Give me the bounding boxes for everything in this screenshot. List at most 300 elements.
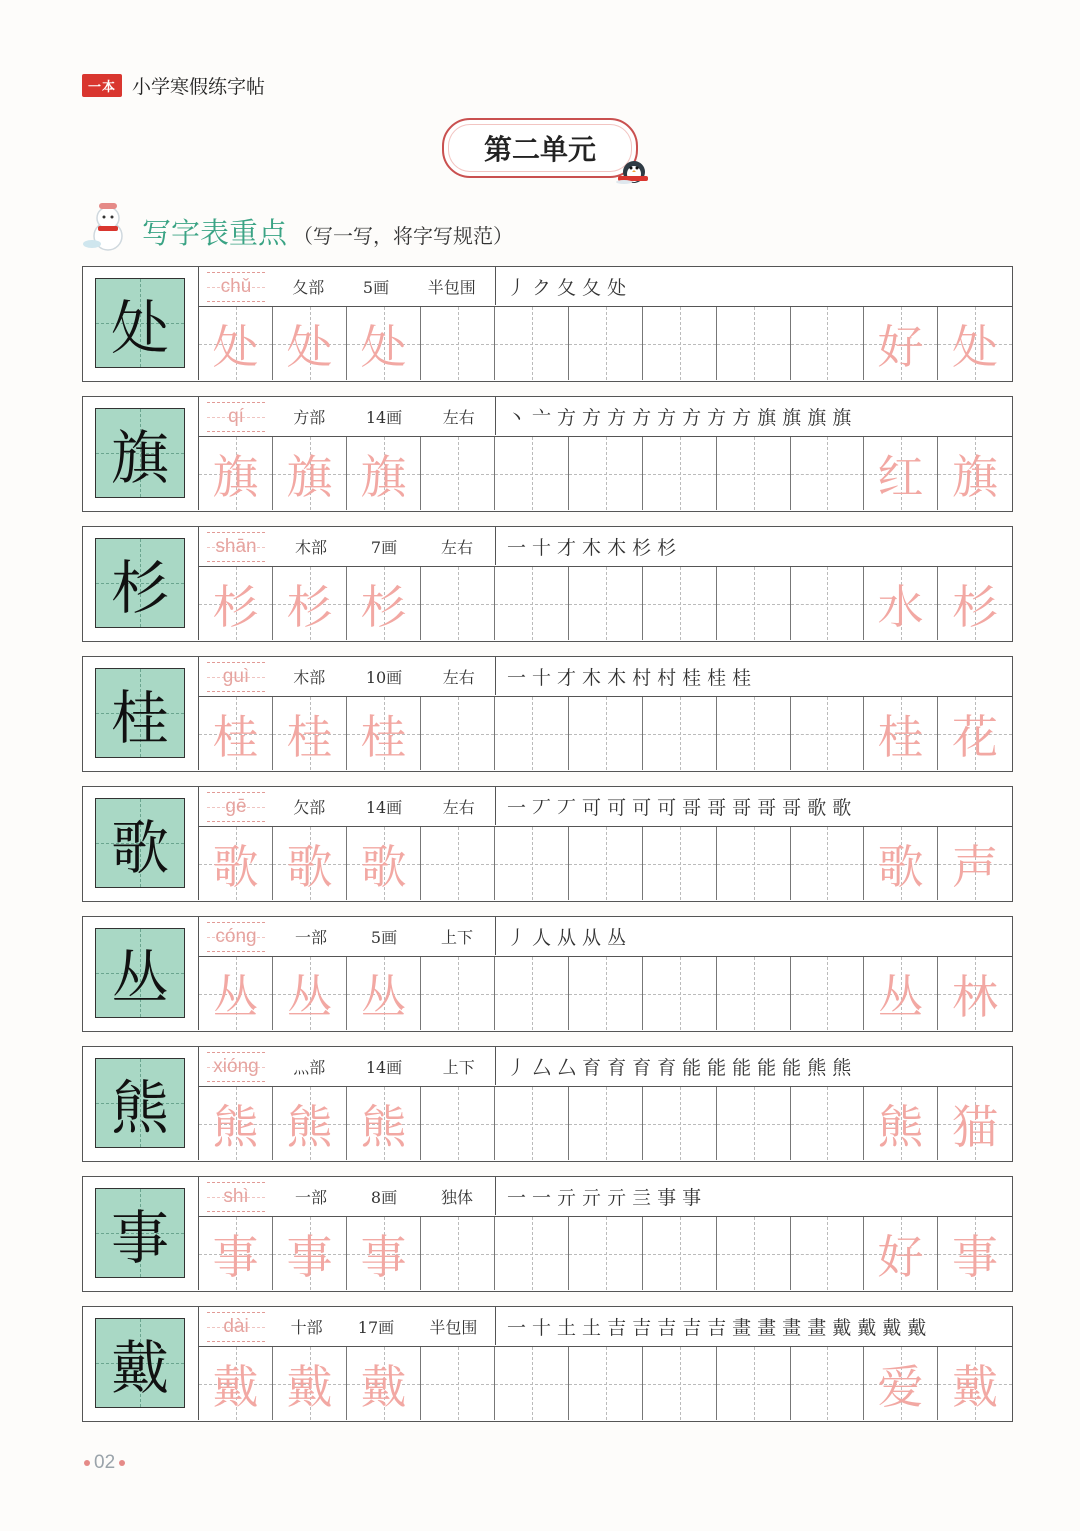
writing-cell[interactable]: [643, 567, 717, 640]
stroke-step: 能: [757, 1056, 777, 1079]
stroke-step: 哥: [782, 796, 802, 819]
stroke-step: 能: [782, 1056, 802, 1079]
writing-cell[interactable]: [864, 437, 938, 510]
stroke-step: 一: [507, 1186, 527, 1209]
writing-cell[interactable]: [199, 697, 273, 770]
penguin-icon: [612, 150, 654, 184]
word-character: 林: [952, 969, 998, 1024]
model-character-box: [95, 538, 185, 628]
writing-cell[interactable]: [864, 827, 938, 900]
writing-cell[interactable]: [864, 957, 938, 1030]
structure: 上下: [441, 927, 474, 947]
model-cell: [83, 657, 199, 770]
trace-character: 丛: [286, 969, 333, 1024]
stroke-order: [507, 787, 1006, 825]
word-character: 杉: [952, 579, 998, 634]
writing-cell[interactable]: [569, 697, 643, 770]
writing-cell[interactable]: [273, 567, 347, 640]
pinyin-box: [207, 532, 265, 562]
trace-character: 歌: [286, 839, 333, 894]
writing-cell[interactable]: [643, 1087, 717, 1160]
writing-cell[interactable]: [273, 437, 347, 510]
character-meta: [273, 787, 495, 825]
stroke-step: 丛: [607, 926, 627, 949]
writing-cell[interactable]: [717, 567, 791, 640]
writing-cell[interactable]: [273, 307, 347, 380]
stroke-step: 能: [682, 1056, 702, 1079]
trace-character: 熊: [286, 1099, 333, 1154]
stroke-step: 歌: [832, 796, 852, 819]
model-character-box: [95, 1318, 185, 1408]
writing-cell[interactable]: [643, 437, 717, 510]
trace-character: 杉: [286, 579, 333, 634]
trace-character: 事: [286, 1229, 333, 1284]
stroke-step: 一: [507, 796, 527, 819]
model-character-box: [95, 928, 185, 1018]
dot-icon: [119, 1460, 125, 1466]
writing-cell[interactable]: [717, 1217, 791, 1290]
writing-cell[interactable]: [717, 697, 791, 770]
writing-cell[interactable]: [864, 1347, 938, 1420]
pinyin-box: [207, 272, 265, 302]
writing-cell[interactable]: [717, 827, 791, 900]
writing-cell[interactable]: [273, 957, 347, 1030]
writing-cell[interactable]: [864, 1087, 938, 1160]
stroke-step: 亓: [607, 1186, 627, 1209]
stroke-step: 哥: [682, 796, 702, 819]
writing-cell[interactable]: [864, 307, 938, 380]
structure: 左右: [442, 407, 475, 427]
stroke-step: 从: [582, 926, 602, 949]
writing-cell[interactable]: [199, 957, 273, 1030]
stroke-step: 一: [507, 1316, 527, 1339]
stroke-step: 吉: [682, 1316, 702, 1339]
practice-entry: [82, 916, 1013, 1032]
radical: 夂部: [292, 277, 325, 297]
stroke-step: 旗: [782, 406, 802, 429]
model-character-box: [95, 668, 185, 758]
writing-cell[interactable]: [717, 307, 791, 380]
info-row: [199, 527, 1012, 567]
structure: 左右: [442, 797, 475, 817]
stroke-step: 夂: [582, 276, 602, 299]
word-character: 猫: [952, 1099, 998, 1154]
pinyin-box: [207, 922, 265, 952]
writing-grid: [199, 697, 1012, 770]
word-character: 歌: [877, 839, 924, 894]
stroke-step: 杉: [632, 536, 652, 559]
stroke-step: 可: [632, 796, 652, 819]
stroke-step: 木: [582, 536, 602, 559]
writing-cell[interactable]: [495, 567, 569, 640]
info-row: [199, 657, 1012, 697]
pinyin-box: [207, 792, 265, 822]
writing-cell[interactable]: [495, 697, 569, 770]
model-cell: [83, 527, 199, 640]
info-row: [199, 1177, 1012, 1217]
writing-cell[interactable]: [938, 437, 1012, 510]
writing-cell[interactable]: [199, 437, 273, 510]
writing-cell[interactable]: [938, 567, 1012, 640]
stroke-step: 旗: [807, 406, 827, 429]
writing-cell[interactable]: [421, 1217, 495, 1290]
stroke-step: 哥: [732, 796, 752, 819]
writing-cell[interactable]: [495, 1347, 569, 1420]
writing-cell[interactable]: [569, 1217, 643, 1290]
stroke-step: 厶: [532, 1056, 552, 1079]
pinyin: cóng: [215, 926, 257, 947]
writing-cell[interactable]: [347, 1087, 421, 1160]
model-character-box: [95, 278, 185, 368]
stroke-step: 熊: [832, 1056, 852, 1079]
character-meta: [273, 527, 495, 565]
stroke-step: 能: [732, 1056, 752, 1079]
writing-cell[interactable]: [791, 307, 864, 380]
model-character-box: [95, 408, 185, 498]
stroke-order: [507, 267, 1006, 305]
page-header: [82, 72, 265, 99]
section-title: 写字表重点: [142, 216, 288, 250]
pinyin: qí: [228, 406, 244, 427]
character-meta: [273, 657, 495, 695]
stroke-count: 14画: [365, 407, 403, 427]
info-divider: [495, 267, 496, 305]
stroke-order: [507, 1177, 1006, 1215]
radical: 一部: [294, 927, 327, 947]
writing-cell[interactable]: [791, 957, 864, 1030]
stroke-step: 吉: [607, 1316, 627, 1339]
snowman-icon: [82, 200, 136, 252]
writing-cell[interactable]: [347, 957, 421, 1030]
writing-cell[interactable]: [495, 957, 569, 1030]
writing-cell[interactable]: [569, 827, 643, 900]
pinyin: shì: [223, 1186, 249, 1207]
model-cell: [83, 1307, 199, 1420]
stroke-step: 可: [582, 796, 602, 819]
writing-cell[interactable]: [273, 1087, 347, 1160]
pinyin: dài: [223, 1316, 249, 1337]
writing-cell[interactable]: [717, 1347, 791, 1420]
writing-cell[interactable]: [421, 1087, 495, 1160]
writing-cell[interactable]: [791, 1217, 864, 1290]
stroke-step: 亠: [532, 406, 552, 429]
writing-cell[interactable]: [495, 1087, 569, 1160]
stroke-step: 丿: [507, 926, 527, 949]
word-character: 好: [877, 319, 924, 374]
stroke-step: 丿: [507, 276, 527, 299]
trace-character: 熊: [212, 1099, 259, 1154]
stroke-step: 木: [607, 536, 627, 559]
info-divider: [495, 1047, 496, 1085]
writing-cell[interactable]: [421, 567, 495, 640]
writing-cell[interactable]: [791, 1347, 864, 1420]
stroke-count: 14画: [365, 797, 403, 817]
stroke-order: [507, 527, 1006, 565]
model-cell: [83, 787, 199, 900]
trace-character: 处: [286, 319, 333, 374]
practice-entry: [82, 396, 1013, 512]
writing-cell[interactable]: [495, 437, 569, 510]
stroke-order: [507, 917, 1006, 955]
writing-cell[interactable]: [421, 307, 495, 380]
trace-character: 丛: [212, 969, 259, 1024]
info-divider: [495, 527, 496, 565]
writing-cell[interactable]: [199, 567, 273, 640]
info-divider: [495, 1307, 496, 1345]
writing-cell[interactable]: [421, 437, 495, 510]
trace-character: 事: [212, 1229, 259, 1284]
stroke-step: 木: [607, 666, 627, 689]
writing-cell[interactable]: [273, 1217, 347, 1290]
writing-grid: [199, 567, 1012, 640]
stroke-step: 一: [507, 536, 527, 559]
writing-cell[interactable]: [938, 697, 1012, 770]
section-subtitle: （写一写，将字写规范）: [293, 224, 514, 248]
stroke-step: 才: [557, 666, 577, 689]
model-character: 丛: [110, 944, 169, 1012]
stroke-step: 丿: [507, 1056, 527, 1079]
pinyin-box: [207, 1312, 265, 1342]
writing-cell[interactable]: [199, 827, 273, 900]
writing-cell[interactable]: [791, 827, 864, 900]
practice-entry: [82, 266, 1013, 382]
writing-cell[interactable]: [569, 307, 643, 380]
trace-character: 桂: [360, 709, 407, 764]
writing-cell[interactable]: [347, 827, 421, 900]
stroke-step: 能: [707, 1056, 727, 1079]
word-character: 桂: [877, 709, 924, 764]
writing-cell[interactable]: [938, 307, 1012, 380]
unit-title-pill: [442, 118, 638, 178]
writing-cell[interactable]: [421, 827, 495, 900]
pinyin-box: [207, 1182, 265, 1212]
stroke-step: 育: [632, 1056, 652, 1079]
writing-cell[interactable]: [643, 697, 717, 770]
section-heading: [82, 200, 513, 252]
model-cell: [83, 1177, 199, 1290]
writing-cell[interactable]: [347, 437, 421, 510]
structure: 独体: [441, 1187, 474, 1207]
stroke-step: 方: [657, 406, 677, 429]
word-character: 处: [952, 319, 998, 374]
writing-cell[interactable]: [643, 1217, 717, 1290]
writing-grid: [199, 437, 1012, 510]
writing-cell[interactable]: [495, 1217, 569, 1290]
info-row: [199, 1047, 1012, 1087]
writing-cell[interactable]: [791, 697, 864, 770]
writing-cell[interactable]: [717, 957, 791, 1030]
writing-cell[interactable]: [938, 1217, 1012, 1290]
model-character-box: [95, 798, 185, 888]
writing-grid: [199, 1217, 1012, 1290]
model-character-box: [95, 1058, 185, 1148]
model-character: 旗: [110, 424, 169, 492]
model-character: 桂: [110, 684, 169, 752]
info-divider: [495, 1177, 496, 1215]
writing-cell[interactable]: [495, 827, 569, 900]
word-character: 花: [952, 709, 998, 764]
structure: 上下: [442, 1057, 475, 1077]
writing-cell[interactable]: [421, 697, 495, 770]
writing-cell[interactable]: [864, 1217, 938, 1290]
stroke-step: 可: [607, 796, 627, 819]
writing-grid: [199, 1087, 1012, 1160]
stroke-step: 厶: [557, 1056, 577, 1079]
writing-cell[interactable]: [273, 827, 347, 900]
trace-character: 事: [360, 1229, 407, 1284]
info-row: [199, 787, 1012, 827]
stroke-step: 戴: [907, 1316, 927, 1339]
stroke-step: 桂: [732, 666, 752, 689]
stroke-step: 亓: [582, 1186, 602, 1209]
info-row: [199, 397, 1012, 437]
writing-cell[interactable]: [938, 957, 1012, 1030]
stroke-step: 戴: [882, 1316, 902, 1339]
writing-cell[interactable]: [273, 697, 347, 770]
writing-cell[interactable]: [199, 1217, 273, 1290]
stroke-step: 方: [732, 406, 752, 429]
writing-cell[interactable]: [938, 827, 1012, 900]
stroke-step: 村: [632, 666, 652, 689]
writing-cell[interactable]: [791, 567, 864, 640]
writing-cell[interactable]: [273, 1347, 347, 1420]
stroke-step: 方: [682, 406, 702, 429]
writing-cell[interactable]: [791, 1087, 864, 1160]
pinyin-box: [207, 662, 265, 692]
structure: 左右: [441, 537, 474, 557]
stroke-step: 十: [532, 536, 552, 559]
practice-entry: [82, 656, 1013, 772]
radical: 欠部: [293, 797, 326, 817]
info-row: [199, 1307, 1012, 1347]
writing-cell[interactable]: [199, 307, 273, 380]
info-divider: [495, 397, 496, 435]
stroke-count: 7画: [370, 537, 398, 557]
writing-cell[interactable]: [347, 567, 421, 640]
character-meta: [273, 397, 495, 435]
stroke-step: 丆: [532, 796, 552, 819]
writing-cell[interactable]: [864, 697, 938, 770]
trace-character: 戴: [286, 1359, 333, 1414]
stroke-count: 14画: [365, 1057, 403, 1077]
model-cell: [83, 267, 199, 380]
word-character: 爱: [877, 1359, 924, 1414]
stroke-step: 从: [557, 926, 577, 949]
model-cell: [83, 1047, 199, 1160]
stroke-step: 事: [657, 1186, 677, 1209]
writing-cell[interactable]: [569, 567, 643, 640]
writing-cell[interactable]: [643, 957, 717, 1030]
writing-cell[interactable]: [421, 1347, 495, 1420]
info-divider: [495, 917, 496, 955]
writing-cell[interactable]: [643, 1347, 717, 1420]
word-character: 声: [952, 839, 998, 894]
writing-cell[interactable]: [643, 827, 717, 900]
writing-cell[interactable]: [643, 307, 717, 380]
model-cell: [83, 397, 199, 510]
writing-cell[interactable]: [347, 697, 421, 770]
writing-cell[interactable]: [347, 1347, 421, 1420]
writing-cell[interactable]: [569, 1087, 643, 1160]
writing-cell[interactable]: [199, 1087, 273, 1160]
stroke-step: 熊: [807, 1056, 827, 1079]
writing-cell[interactable]: [199, 1347, 273, 1420]
pinyin-box: [207, 1052, 265, 1082]
stroke-step: 木: [582, 666, 602, 689]
stroke-step: 育: [657, 1056, 677, 1079]
radical: 木部: [293, 667, 326, 687]
stroke-step: 戴: [857, 1316, 877, 1339]
stroke-step: 旗: [757, 406, 777, 429]
writing-cell[interactable]: [495, 307, 569, 380]
writing-cell[interactable]: [421, 957, 495, 1030]
trace-character: 歌: [360, 839, 407, 894]
trace-character: 处: [360, 319, 407, 374]
stroke-step: 十: [532, 1316, 552, 1339]
stroke-step: 事: [682, 1186, 702, 1209]
writing-cell[interactable]: [864, 567, 938, 640]
writing-cell[interactable]: [569, 437, 643, 510]
stroke-step: 歌: [807, 796, 827, 819]
character-meta: [273, 1307, 495, 1345]
writing-cell[interactable]: [717, 1087, 791, 1160]
pinyin: chǔ: [220, 276, 252, 297]
model-character: 歌: [110, 814, 169, 882]
character-meta: [273, 1047, 495, 1085]
trace-character: 旗: [212, 449, 259, 504]
stroke-step: 村: [657, 666, 677, 689]
radical: 灬部: [293, 1057, 326, 1077]
model-cell: [83, 917, 199, 1030]
radical: 一部: [294, 1187, 327, 1207]
writing-cell[interactable]: [347, 307, 421, 380]
radical: 木部: [294, 537, 327, 557]
stroke-step: 处: [607, 276, 627, 299]
trace-character: 歌: [212, 839, 259, 894]
stroke-order: [507, 1047, 1006, 1085]
stroke-order: [507, 657, 1006, 695]
stroke-step: 吉: [632, 1316, 652, 1339]
practice-entry: [82, 1176, 1013, 1292]
practice-entry: [82, 526, 1013, 642]
stroke-step: 才: [557, 536, 577, 559]
structure: 左右: [442, 667, 475, 687]
stroke-step: 一: [532, 1186, 552, 1209]
stroke-count: 10画: [365, 667, 403, 687]
writing-grid: [199, 307, 1012, 380]
model-character: 杉: [110, 554, 169, 622]
stroke-step: 亖: [632, 1186, 652, 1209]
writing-cell[interactable]: [717, 437, 791, 510]
writing-grid: [199, 1347, 1012, 1420]
stroke-step: 杉: [657, 536, 677, 559]
writing-cell[interactable]: [569, 957, 643, 1030]
trace-character: 杉: [212, 579, 259, 634]
stroke-step: 方: [557, 406, 577, 429]
trace-character: 戴: [212, 1359, 259, 1414]
model-character: 戴: [110, 1334, 169, 1402]
writing-cell[interactable]: [569, 1347, 643, 1420]
trace-character: 桂: [286, 709, 333, 764]
writing-cell[interactable]: [347, 1217, 421, 1290]
stroke-step: 方: [632, 406, 652, 429]
writing-cell[interactable]: [791, 437, 864, 510]
pinyin: gē: [225, 796, 247, 817]
writing-cell[interactable]: [938, 1347, 1012, 1420]
writing-cell[interactable]: [938, 1087, 1012, 1160]
info-divider: [495, 787, 496, 825]
trace-character: 处: [212, 319, 259, 374]
